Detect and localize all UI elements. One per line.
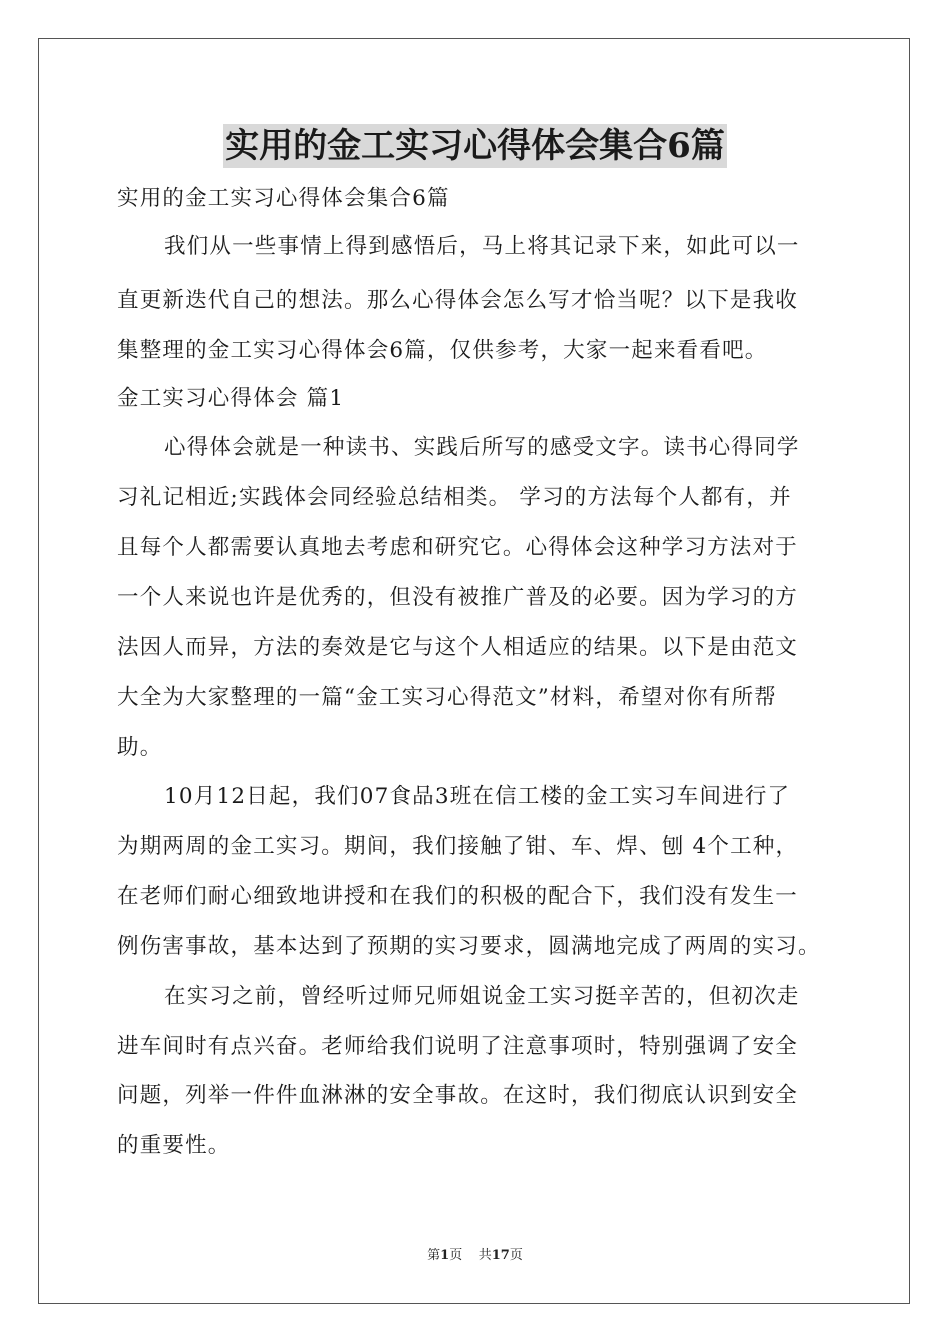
document-title: 实用的金工实习心得体会集合6篇: [225, 126, 725, 166]
title-wrap: [0, 124, 950, 168]
footer-prefix: 第: [427, 1248, 441, 1263]
subtitle-line: 实用的金工实习心得体会集合6篇: [117, 186, 450, 211]
paragraph-line: 一个人来说也许是优秀的，但没有被推广普及的必要。因为学习的方: [117, 585, 799, 610]
footer-page-number: 1: [440, 1248, 450, 1263]
paragraph-line: 集整理的金工实习心得体会6篇，仅供参考，大家一起来看看吧。: [117, 338, 768, 363]
footer-suffix: 页: [509, 1248, 523, 1263]
paragraph-line: 心得体会就是一种读书、实践后所写的感受文字。读书心得同学: [164, 435, 800, 460]
paragraph-line: 的重要性。: [117, 1133, 231, 1158]
paragraph-line: 10月12日起，我们07食品3班在信工楼的金工实习车间进行了: [164, 784, 791, 809]
paragraph-line: 在老师们耐心细致地讲授和在我们的积极的配合下，我们没有发生一: [117, 884, 799, 909]
paragraph-line: 进车间时有点兴奋。老师给我们说明了注意事项时，特别强调了安全: [117, 1034, 799, 1059]
footer-total-pages: 17: [491, 1248, 510, 1263]
paragraph-line: 且每个人都需要认真地去考虑和研究它。心得体会这种学习方法对于: [117, 535, 799, 560]
paragraph-line: 法因人而异，方法的奏效是它与这个人相适应的结果。以下是由范文: [117, 635, 799, 660]
page-border: [38, 38, 910, 1304]
footer-mid: 页 共: [449, 1248, 492, 1263]
paragraph-line: 为期两周的金工实习。期间，我们接触了钳、车、焊、刨 4个工种，: [117, 834, 799, 859]
paragraph-line: 问题，列举一件件血淋淋的安全事故。在这时，我们彻底认识到安全: [117, 1083, 799, 1108]
paragraph-line: 助。: [117, 735, 163, 760]
paragraph-line: 例伤害事故，基本达到了预期的实习要求，圆满地完成了两周的实习。: [117, 934, 821, 959]
paragraph-line: 在实习之前，曾经听过师兄师姐说金工实习挺辛苦的，但初次走: [164, 984, 800, 1009]
section-heading: 金工实习心得体会 篇1: [117, 386, 345, 411]
paragraph-line: 直更新迭代自己的想法。那么心得体会怎么写才恰当呢？以下是我收: [117, 288, 799, 313]
page-footer: [0, 1244, 950, 1263]
paragraph-line: 习礼记相近;实践体会同经验总结相类。 学习的方法每个人都有，并: [117, 485, 792, 510]
paragraph-line: 我们从一些事情上得到感悟后，马上将其记录下来，如此可以一: [164, 234, 800, 259]
paragraph-line: 大全为大家整理的一篇“金工实习心得范文”材料，希望对你有所帮: [117, 685, 777, 710]
